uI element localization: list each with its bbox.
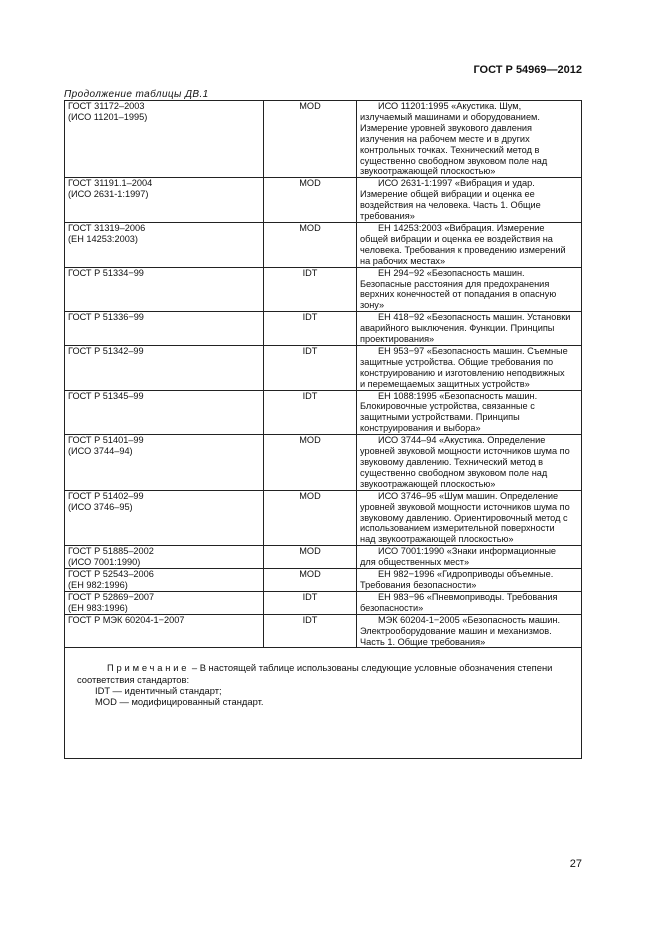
national-standard-line: (ИСО 3746–95) (68, 501, 133, 512)
international-standard-line (360, 391, 578, 402)
national-standard-line: ГОСТ 31319–2006 (68, 222, 146, 233)
international-standard-line (360, 435, 578, 446)
table-note (65, 648, 582, 759)
international-standard-line: человека. Требования к проведению измерений (360, 244, 566, 255)
national-standard-line: ГОСТ Р 52869−2007 (68, 591, 155, 602)
international-standard-line: над звукоотражающей плоскостью» (360, 534, 514, 545)
international-standard-line: безопасности» (360, 602, 424, 613)
national-standard-cell (65, 591, 264, 614)
table-row (65, 222, 582, 267)
international-standard-text: ЕН 953−97 «Безопасность машин. Съемные (378, 345, 568, 356)
international-standard-line: воздействия на человека. Часть 1. Общие (360, 200, 541, 211)
note-legend-text: MOD — модифицированный стандарт. (95, 696, 264, 708)
international-standard-line: Безопасные расстояния для предохранения (360, 278, 550, 289)
national-standard-line: ГОСТ Р 51345–99 (68, 390, 144, 401)
international-standard-text: ИСО 3744–94 «Акустика. Определение (378, 435, 546, 446)
international-standard-line: Измерение общей вибрации и оценка ее (360, 189, 535, 200)
international-standard-cell (357, 591, 582, 614)
note-label: Примечание (107, 662, 190, 674)
international-standard-cell (357, 222, 582, 267)
correspondence-degree-cell: IDT (264, 267, 357, 312)
international-standard-line: Часть 1. Общие требования» (360, 636, 486, 647)
table-row (65, 614, 582, 648)
national-standard-cell (65, 390, 264, 435)
national-standard-cell (65, 178, 264, 223)
correspondence-degree-cell: IDT (264, 312, 357, 346)
international-standard-line: требования» (360, 211, 415, 222)
international-standard-text: ИСО 11201:1995 «Акустика. Шум, (378, 101, 522, 111)
document-header: ГОСТ Р 54969—2012 (473, 64, 582, 76)
international-standard-line: уровней звуковой мощности источников шума по (360, 501, 570, 512)
note-second-line: соответствия стандартов: (77, 673, 190, 685)
international-standard-line (360, 312, 578, 323)
table-row (65, 267, 582, 312)
international-standard-line: проектирования» (360, 334, 435, 345)
international-standard-cell (357, 614, 582, 648)
note-row (65, 648, 582, 759)
international-standard-text: ЕН 294−92 «Безопасность машин. (378, 267, 525, 278)
correspondence-degree-cell: MOD (264, 490, 357, 546)
national-standard-line: (ИСО 3744–94) (68, 446, 133, 457)
national-standard-cell (65, 345, 264, 390)
international-standard-line: излучаемый машинами и оборудованием. (360, 111, 540, 122)
international-standard-line: звукоотражающей плоскостью» (360, 478, 496, 489)
international-standard-line: излучения на рабочем месте и в других (360, 133, 530, 144)
national-standard-cell (65, 569, 264, 592)
national-standard-line: (ЕН 982:1996) (68, 579, 128, 590)
international-standard-line: на рабочих местах» (360, 255, 446, 266)
correspondence-degree-cell: IDT (264, 390, 357, 435)
international-standard-line: аварийного выключения. Функции. Принципы (360, 323, 555, 334)
national-standard-cell (65, 267, 264, 312)
note-first-line (77, 662, 571, 673)
international-standard-line: звукоотражающей плоскостью» (360, 166, 496, 177)
international-standard-text: ЕН 982−1996 «Гидроприводы объемные. (378, 569, 554, 580)
national-standard-cell (65, 614, 264, 648)
international-standard-cell (357, 345, 582, 390)
national-standard-cell (65, 435, 264, 491)
international-standard-line: защитные устройства. Общие требования по (360, 356, 554, 367)
international-standard-line (360, 268, 578, 279)
international-standard-line: общей вибрации и оценка ее воздействия на (360, 233, 553, 244)
table-row (65, 546, 582, 569)
international-standard-line (360, 491, 578, 502)
international-standard-line: и перемещаемых защитных устройств» (360, 378, 530, 389)
international-standard-line: звуковому давлению. Ориентировочный метод с (360, 512, 568, 523)
table-row (65, 569, 582, 592)
national-standard-cell (65, 101, 264, 178)
table-row (65, 345, 582, 390)
table-row (65, 390, 582, 435)
national-standard-line: ГОСТ Р 51342–99 (68, 345, 144, 356)
international-standard-line (360, 178, 578, 189)
national-standard-line: (ИСО 2631-1:1997) (68, 189, 149, 200)
international-standard-line (360, 546, 578, 557)
national-standard-line: (ЕН 14253:2003) (68, 233, 138, 244)
international-standard-line: для общественных мест» (360, 557, 470, 568)
correspondence-degree-cell: IDT (264, 345, 357, 390)
international-standard-cell (357, 435, 582, 491)
international-standard-line (360, 569, 578, 580)
international-standard-cell (357, 390, 582, 435)
national-standard-line: ГОСТ Р 51402–99 (68, 490, 144, 501)
international-standard-text: МЭК 60204-1−2005 «Безопасность машин. (378, 614, 561, 625)
international-standard-line: верхних конечностей от попадания в опасную (360, 289, 557, 300)
standards-correspondence-table (64, 100, 582, 759)
international-standard-line (360, 346, 578, 357)
national-standard-line: (ЕН 983:1996) (68, 602, 128, 613)
international-standard-text: ЕН 418−92 «Безопасность машин. Установки (378, 312, 571, 323)
international-standard-line: Измерение уровней звукового давления (360, 122, 532, 133)
international-standard-text: ИСО 7001:1990 «Знаки информационные (378, 546, 557, 557)
correspondence-degree-cell: MOD (264, 178, 357, 223)
national-standard-line: ГОСТ Р МЭК 60204-1−2007 (68, 614, 185, 625)
international-standard-line: контрольных точках. Технический метод в (360, 144, 540, 155)
table-row (65, 312, 582, 346)
correspondence-degree-cell: MOD (264, 546, 357, 569)
table-row (65, 101, 582, 178)
table-caption: Продолжение таблицы ДВ.1 (64, 89, 209, 100)
national-standard-line: ГОСТ Р 51885–2002 (68, 546, 154, 557)
note-legend-item (77, 696, 571, 707)
table-row (65, 591, 582, 614)
international-standard-line (360, 101, 578, 112)
international-standard-line: защитными устройствами. Принципы (360, 412, 520, 423)
international-standard-line: Блокировочные устройства, связанные с (360, 401, 535, 412)
international-standard-text: ЕН 983−96 «Пневмоприводы. Требования (378, 591, 558, 602)
international-standard-line: зону» (360, 300, 385, 311)
correspondence-degree-cell: MOD (264, 222, 357, 267)
international-standard-line: существенно свободном звуковом поле над (360, 155, 548, 166)
national-standard-line: ГОСТ Р 52543–2006 (68, 569, 154, 580)
international-standard-line: Электрооборудование машин и механизмов. (360, 625, 552, 636)
correspondence-degree-cell: IDT (264, 614, 357, 648)
national-standard-line: (ИСО 7001:1990) (68, 557, 141, 568)
international-standard-line: уровней звуковой мощности источников шума по (360, 446, 570, 457)
international-standard-text: ЕН 14253:2003 «Вибрация. Измерение (378, 222, 545, 233)
international-standard-line: использованием измерительной поверхности (360, 523, 555, 534)
international-standard-cell (357, 101, 582, 178)
correspondence-degree-cell: MOD (264, 435, 357, 491)
correspondence-degree-cell: MOD (264, 101, 357, 178)
international-standard-line (360, 615, 578, 626)
international-standard-cell (357, 312, 582, 346)
international-standard-line (360, 592, 578, 603)
note-text: – В настоящей таблице использованы следующие условные обозначения степени (191, 662, 553, 674)
international-standard-cell (357, 569, 582, 592)
international-standard-cell (357, 178, 582, 223)
table-row (65, 490, 582, 546)
international-standard-line: звуковому давлению. Технический метод в (360, 457, 544, 467)
correspondence-degree-cell: MOD (264, 569, 357, 592)
national-standard-line: (ИСО 11201–1995) (68, 111, 148, 122)
international-standard-line: конструированию и изготовлению неподвижных (360, 367, 565, 378)
table-row (65, 435, 582, 491)
page-number: 27 (569, 858, 582, 870)
national-standard-cell (65, 546, 264, 569)
note-legend-item (77, 685, 571, 696)
national-standard-line: ГОСТ 31172–2003 (68, 101, 145, 111)
international-standard-text: ИСО 2631-1:1997 «Вибрация и удар. (378, 178, 535, 189)
international-standard-text: ЕН 1088:1995 «Безопасность машин. (378, 390, 538, 401)
national-standard-line: ГОСТ 31191.1–2004 (68, 178, 153, 189)
correspondence-degree-cell: IDT (264, 591, 357, 614)
international-standard-cell (357, 546, 582, 569)
international-standard-line (360, 223, 578, 234)
international-standard-text: ИСО 3746–95 «Шум машин. Определение (378, 490, 559, 501)
international-standard-cell (357, 490, 582, 546)
international-standard-line: конструирования и выбора» (360, 423, 481, 434)
national-standard-cell (65, 222, 264, 267)
national-standard-cell (65, 312, 264, 346)
national-standard-line: ГОСТ Р 51401–99 (68, 435, 144, 446)
international-standard-line: Требования безопасности» (360, 579, 477, 590)
national-standard-line: ГОСТ Р 51334−99 (68, 267, 144, 278)
international-standard-line: существенно свободном звуковом поле над (360, 467, 548, 478)
note-legend-text: IDT — идентичный стандарт; (95, 684, 222, 696)
table-row (65, 178, 582, 223)
national-standard-line: ГОСТ Р 51336−99 (68, 312, 144, 323)
national-standard-cell (65, 490, 264, 546)
international-standard-cell (357, 267, 582, 312)
